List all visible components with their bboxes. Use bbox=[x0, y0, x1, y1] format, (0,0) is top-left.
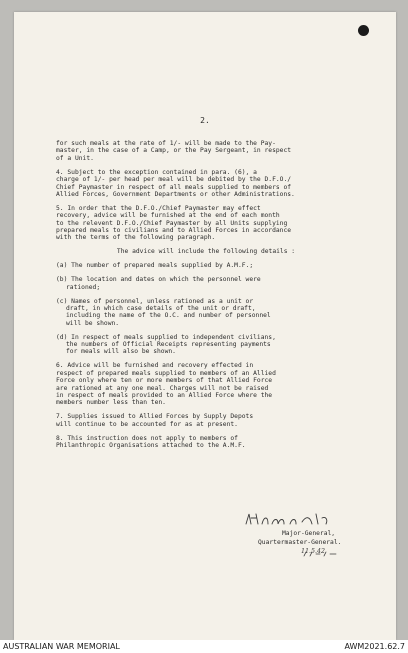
signature-block bbox=[244, 512, 394, 572]
paragraph-7: 7. Supplies issued to Allied Forces by Supply Depots will continue to be accounted for as at present. bbox=[56, 413, 254, 428]
signatory-title: Quartermaster-General. bbox=[258, 539, 342, 546]
detail-a: (a) The number of prepared meals supplied by A.M.F.; bbox=[56, 262, 254, 270]
archive-footer bbox=[0, 640, 408, 653]
paragraph-4: 4. Subject to the exception contained in para. (6), a charge of 1/- per head per meal will be debited by the D.F.O./ Chief Paymaster in respect of all meals supplied to members of Allied Forces, Government Departments or other Administrations. bbox=[56, 168, 295, 198]
paragraph-continuation: for such meals at the rate of 1/- will be made to the Pay- master, in the case of a Camp, or the Pay Sergeant, in respect of a Unit. bbox=[56, 140, 292, 162]
paragraph-5: 5. In order that the D.F.O./Chief Paymaster may effect recovery, advice will be furnished at the end of each month to the relevent D.F.O./Chief Paymaster by all Units supplying prepared meals to civilians and to Allied Forces in accordance with the terms of the following paragraph. bbox=[56, 204, 292, 242]
paragraph-8: 8. This instruction does not apply to members of Philanthropic Organisations attached to the A.M.F. bbox=[56, 434, 246, 449]
footer-accession-number: AWM2021.62.7 bbox=[344, 642, 405, 651]
document-page bbox=[14, 12, 396, 640]
signatory-rank: Major-General, bbox=[282, 530, 336, 537]
detail-d: (d) In respect of meals supplied to independent civilians, the numbers of Official Receipts representing payments for meals will also be shown. bbox=[56, 333, 276, 356]
footer-institution: AUSTRALIAN WAR MEMORIAL bbox=[3, 642, 120, 651]
document-body bbox=[56, 140, 356, 456]
detail-b: (b) The location and dates on which the personnel were rationed; bbox=[56, 276, 261, 291]
punch-hole bbox=[358, 25, 369, 36]
page-number: 2. bbox=[200, 116, 210, 125]
detail-c: (c) Names of personnel, unless rationed as a unit or draft, in which case details of the unit or draft, including the name of the O.C. and number of personnel will be shown. bbox=[56, 297, 271, 327]
signature-date: 11.5.42 bbox=[301, 548, 326, 555]
paragraph-6: 6. Advice will be furnished and recovery effected in respect of prepared meals supplied to members of an Allied Force only where ten or more members of that Allied Force are rationed at any one meal. Charges will not be raised in respect of meals provided to an Allied Force where the members number less than ten. bbox=[56, 362, 276, 407]
details-intro: The advice will include the following details : bbox=[116, 248, 296, 256]
